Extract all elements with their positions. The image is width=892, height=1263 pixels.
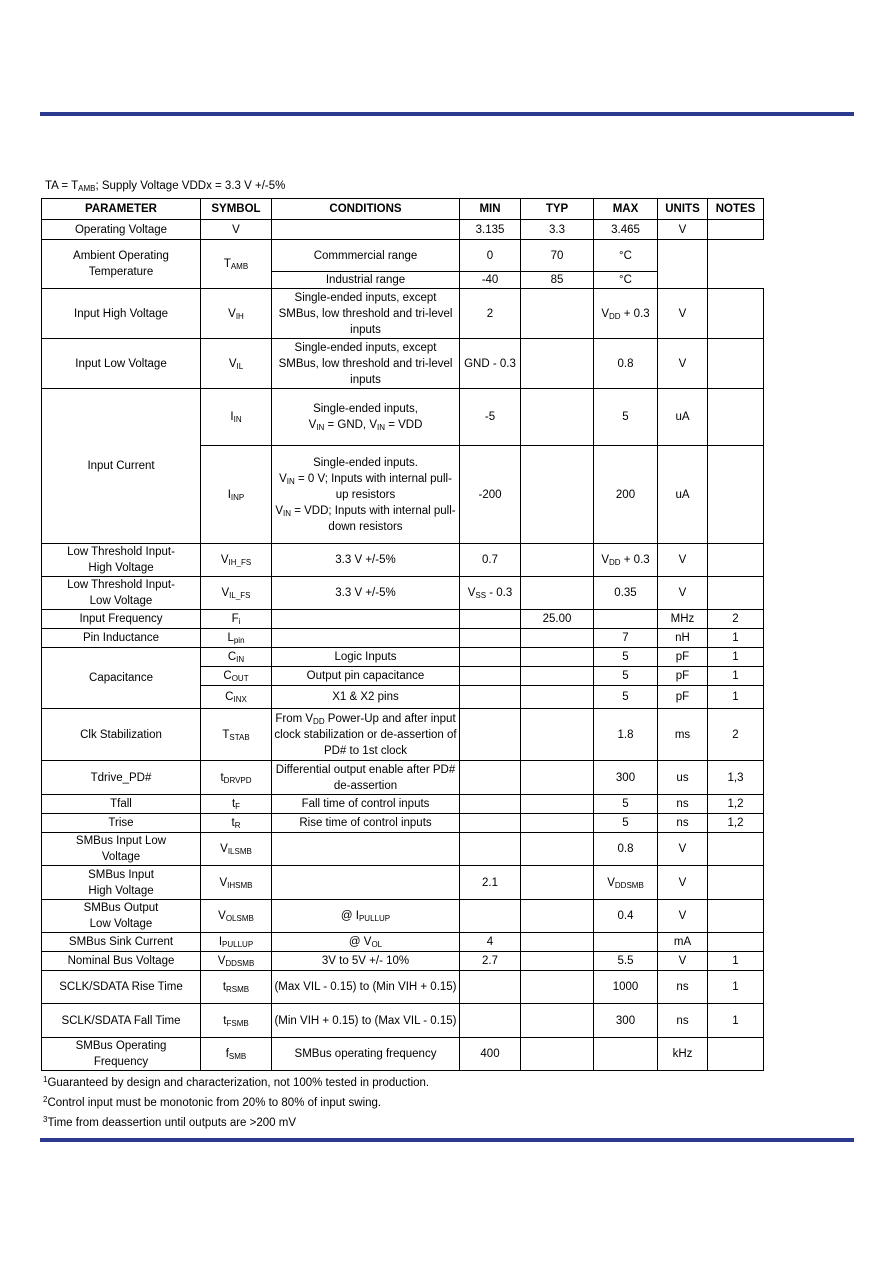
cell-conditions: @ $I_{PULLUP}$	[272, 900, 460, 933]
cell-conditions: Fall time of control inputs	[272, 795, 460, 814]
cell-min: 400	[460, 1038, 521, 1071]
cell-notes: 1,2	[708, 814, 764, 833]
cell-min	[460, 648, 521, 667]
cell-max: 5	[594, 389, 658, 446]
cell-min	[460, 971, 521, 1004]
cell-max: 5	[594, 648, 658, 667]
cell-notes	[708, 446, 764, 544]
footnote: $^3$Time from deassertion until outputs are >200 mV	[43, 1115, 296, 1129]
cell-notes: 1	[708, 952, 764, 971]
cell-parameter: Capacitance	[42, 648, 201, 709]
cell-notes: 2	[708, 709, 764, 761]
cell-symbol: $V_{IHSMB}$	[201, 866, 272, 900]
cell-min	[460, 667, 521, 686]
cell-notes: 2	[708, 610, 764, 629]
cell-symbol: $f_{SMB}$	[201, 1038, 272, 1071]
cell-parameter: Tdrive_PD#	[42, 761, 201, 795]
cell-symbol: $C_{IN}$	[201, 648, 272, 667]
table-row	[42, 814, 764, 833]
header-units: UNITS	[658, 199, 708, 220]
cell-notes	[708, 544, 764, 577]
cell-parameter: SMBus Output Low Voltage	[42, 900, 201, 933]
cell-typ	[521, 761, 594, 795]
cell-conditions: Logic Inputs	[272, 648, 460, 667]
cell-min: 2.1	[460, 866, 521, 900]
table-row	[42, 389, 764, 446]
cell-parameter: Clk Stabilization	[42, 709, 201, 761]
cell-typ	[521, 971, 594, 1004]
table-row	[42, 339, 764, 389]
cell-max: 5	[594, 814, 658, 833]
table-row	[42, 952, 764, 971]
table-row	[42, 1004, 764, 1038]
top-rule	[40, 112, 854, 116]
cell-notes	[708, 1038, 764, 1071]
cell-min	[460, 686, 521, 709]
cell-units: pF	[658, 686, 708, 709]
cell-symbol: $V_{ILSMB}$	[201, 833, 272, 866]
cell-max: $V_{DDSMB}$	[594, 866, 658, 900]
cell-max: 1.8	[594, 709, 658, 761]
cell-units: ns	[658, 795, 708, 814]
cell-min: 2	[460, 289, 521, 339]
cell-units: us	[658, 761, 708, 795]
table-row	[42, 220, 764, 240]
cell-symbol: $L_{pin}$	[201, 629, 272, 648]
cell-units: V	[658, 952, 708, 971]
table-row	[42, 648, 764, 667]
cell-parameter: SCLK/SDATA Rise Time	[42, 971, 201, 1004]
cell-max: 0.35	[594, 577, 658, 610]
cell-units: V	[658, 866, 708, 900]
cell-units: kHz	[658, 1038, 708, 1071]
cell-conditions: Output pin capacitance	[272, 667, 460, 686]
cell-notes	[708, 389, 764, 446]
cell-symbol: $T_{AMB}$	[201, 240, 272, 289]
cell-min: GND - 0.3	[460, 339, 521, 389]
cell-symbol: V	[201, 220, 272, 240]
cell-symbol: $t_{DRVPD}$	[201, 761, 272, 795]
cell-conditions: Single-ended inputs. $V_{IN} = 0$ V; Inputs with internal pull-up resistors $V_{IN}$ = VDD; Inputs with internal pull-down resistors	[272, 446, 460, 544]
cell-conditions: @ $V_{OL}$	[272, 933, 460, 952]
cell-typ: 25.00	[521, 610, 594, 629]
cell-max: 0.8	[594, 833, 658, 866]
table-row	[42, 544, 764, 577]
cell-units: ns	[658, 971, 708, 1004]
cell-max: 5.5	[594, 952, 658, 971]
cell-notes	[708, 900, 764, 933]
header-parameter: PARAMETER	[42, 199, 201, 220]
cell-max: 5	[594, 667, 658, 686]
cell-max: $V_{DD} + 0.3$	[594, 289, 658, 339]
bottom-rule	[40, 1138, 854, 1142]
header-min: MIN	[460, 199, 521, 220]
table-caption: TA = $T_{AMB}$; Supply Voltage VDDx = 3.3 V +/-5%	[45, 180, 286, 193]
cell-min	[460, 1004, 521, 1038]
table-row	[42, 240, 764, 272]
cell-min	[460, 761, 521, 795]
cell-max: 85	[521, 272, 594, 289]
cell-units: pF	[658, 648, 708, 667]
footnotes	[43, 1075, 429, 1135]
footnote: $^1$Guaranteed by design and characterization, not 100% tested in production.	[43, 1075, 430, 1089]
cell-conditions: Single-ended inputs, $V_{IN}$ = GND, $V_{IN}$ = VDD	[272, 389, 460, 446]
cell-units: V	[658, 577, 708, 610]
cell-units: V	[658, 833, 708, 866]
cell-conditions: Commmercial range	[272, 240, 460, 272]
cell-units: pF	[658, 667, 708, 686]
cell-notes	[708, 866, 764, 900]
cell-notes: 1	[708, 1004, 764, 1038]
cell-parameter: Tfall	[42, 795, 201, 814]
cell-parameter: SMBus Input High Voltage	[42, 866, 201, 900]
cell-max: 300	[594, 761, 658, 795]
cell-min: 4	[460, 933, 521, 952]
cell-conditions: 3V to 5V +/- 10%	[272, 952, 460, 971]
table-row	[42, 833, 764, 866]
cell-parameter: Pin Inductance	[42, 629, 201, 648]
cell-notes	[708, 339, 764, 389]
cell-symbol: $V_{IH\_FS}$	[201, 544, 272, 577]
table-row	[42, 629, 764, 648]
table-row	[42, 900, 764, 933]
cell-parameter: Operating Voltage	[42, 220, 201, 240]
cell-notes: 1	[708, 686, 764, 709]
cell-typ	[521, 833, 594, 866]
cell-typ	[521, 667, 594, 686]
table-row	[42, 1038, 764, 1071]
cell-notes: 1,2	[708, 795, 764, 814]
cell-typ	[521, 1038, 594, 1071]
cell-parameter: Low Threshold Input- High Voltage	[42, 544, 201, 577]
cell-symbol: $t_{FSMB}$	[201, 1004, 272, 1038]
cell-conditions: Differential output enable after PD# de-assertion	[272, 761, 460, 795]
cell-parameter: SMBus Input Low Voltage	[42, 833, 201, 866]
cell-min: 2.7	[460, 952, 521, 971]
cell-parameter: Input Frequency	[42, 610, 201, 629]
cell-units: °C	[594, 272, 658, 289]
cell-typ	[521, 648, 594, 667]
cell-conditions	[272, 629, 460, 648]
cell-min: 0.7	[460, 544, 521, 577]
cell-typ	[521, 544, 594, 577]
cell-conditions: SMBus operating frequency	[272, 1038, 460, 1071]
cell-max: 200	[594, 446, 658, 544]
cell-units: V	[658, 900, 708, 933]
cell-notes	[708, 220, 764, 240]
cell-conditions: 3.3 V +/-5%	[272, 544, 460, 577]
cell-typ	[521, 577, 594, 610]
cell-conditions: 3.3 V +/-5%	[272, 577, 460, 610]
cell-min: 0	[460, 240, 521, 272]
cell-min: $V_{SS} - 0.3$	[460, 577, 521, 610]
cell-symbol: $T_{STAB}$	[201, 709, 272, 761]
cell-max: 1000	[594, 971, 658, 1004]
cell-symbol: $V_{OLSMB}$	[201, 900, 272, 933]
cell-units: ns	[658, 814, 708, 833]
header-notes: NOTES	[708, 199, 764, 220]
cell-typ	[521, 900, 594, 933]
cell-typ	[521, 389, 594, 446]
cell-parameter: Input Low Voltage	[42, 339, 201, 389]
cell-units: uA	[658, 389, 708, 446]
cell-typ	[521, 952, 594, 971]
cell-symbol: $I_{PULLUP}$	[201, 933, 272, 952]
cell-max	[594, 610, 658, 629]
cell-typ	[521, 686, 594, 709]
cell-conditions	[272, 866, 460, 900]
cell-min	[460, 629, 521, 648]
table-row	[42, 577, 764, 610]
cell-symbol: $V_{IL\_FS}$	[201, 577, 272, 610]
table-row	[42, 761, 764, 795]
header-max: MAX	[594, 199, 658, 220]
header-conditions: CONDITIONS	[272, 199, 460, 220]
table-row	[42, 795, 764, 814]
cell-max: 3.465	[594, 220, 658, 240]
table-row	[42, 709, 764, 761]
cell-units: V	[658, 289, 708, 339]
cell-typ	[521, 933, 594, 952]
cell-symbol: $F_i$	[201, 610, 272, 629]
cell-notes	[708, 577, 764, 610]
cell-max: 5	[594, 686, 658, 709]
cell-notes: 1	[708, 629, 764, 648]
cell-min: -200	[460, 446, 521, 544]
cell-symbol: $V_{IL}$	[201, 339, 272, 389]
cell-min	[460, 709, 521, 761]
cell-symbol: $V_{IH}$	[201, 289, 272, 339]
cell-conditions: From $V_{DD}$ Power-Up and after input clock stabilization or de-assertion of PD# to 1st clock	[272, 709, 460, 761]
cell-units: ns	[658, 1004, 708, 1038]
header-typ: TYP	[521, 199, 594, 220]
cell-typ	[521, 814, 594, 833]
cell-units: uA	[658, 446, 708, 544]
cell-symbol: $I_{INP}$	[201, 446, 272, 544]
cell-min	[460, 814, 521, 833]
cell-max: 300	[594, 1004, 658, 1038]
cell-max: 70	[521, 240, 594, 272]
cell-max	[594, 1038, 658, 1071]
table-row	[42, 933, 764, 952]
table-row	[42, 866, 764, 900]
cell-parameter: SMBus Operating Frequency	[42, 1038, 201, 1071]
cell-max: $V_{DD} + 0.3$	[594, 544, 658, 577]
cell-min: -5	[460, 389, 521, 446]
cell-conditions: X1 & X2 pins	[272, 686, 460, 709]
cell-min	[460, 833, 521, 866]
cell-symbol: $C_{INX}$	[201, 686, 272, 709]
cell-typ	[521, 289, 594, 339]
footnote: $^2$Control input must be monotonic from 20% to 80% of input swing.	[43, 1095, 382, 1109]
cell-conditions	[272, 610, 460, 629]
cell-typ	[521, 866, 594, 900]
cell-parameter: SCLK/SDATA Fall Time	[42, 1004, 201, 1038]
cell-min: 3.135	[460, 220, 521, 240]
cell-parameter: Trise	[42, 814, 201, 833]
cell-typ: 3.3	[521, 220, 594, 240]
cell-min	[460, 900, 521, 933]
cell-conditions: (Min VIH + 0.15) to (Max VIL - 0.15)	[272, 1004, 460, 1038]
cell-conditions	[272, 220, 460, 240]
cell-max: 5	[594, 795, 658, 814]
cell-conditions: (Max VIL - 0.15) to (Min VIH + 0.15)	[272, 971, 460, 1004]
cell-units: V	[658, 544, 708, 577]
cell-notes: 1,3	[708, 761, 764, 795]
cell-conditions: Industrial range	[272, 272, 460, 289]
cell-min: -40	[460, 272, 521, 289]
cell-max: 0.8	[594, 339, 658, 389]
table-header-row	[42, 199, 764, 220]
cell-conditions: Rise time of control inputs	[272, 814, 460, 833]
cell-symbol: $V_{DDSMB}$	[201, 952, 272, 971]
cell-symbol: $t_{RSMB}$	[201, 971, 272, 1004]
cell-typ	[521, 795, 594, 814]
cell-units: °C	[594, 240, 658, 272]
cell-typ	[521, 1004, 594, 1038]
cell-typ	[521, 446, 594, 544]
cell-parameter: Ambient Operating Temperature	[42, 240, 201, 289]
cell-conditions	[272, 833, 460, 866]
cell-units: mA	[658, 933, 708, 952]
cell-min	[460, 610, 521, 629]
cell-max: 0.4	[594, 900, 658, 933]
table-row	[42, 971, 764, 1004]
cell-notes: 1	[708, 667, 764, 686]
cell-notes: 1	[708, 971, 764, 1004]
cell-min	[460, 795, 521, 814]
cell-parameter: Nominal Bus Voltage	[42, 952, 201, 971]
cell-units: V	[658, 220, 708, 240]
cell-typ	[521, 629, 594, 648]
cell-units: MHz	[658, 610, 708, 629]
cell-parameter: Input Current	[42, 389, 201, 544]
cell-conditions: Single-ended inputs, except SMBus, low threshold and tri-level inputs	[272, 339, 460, 389]
cell-parameter: SMBus Sink Current	[42, 933, 201, 952]
header-symbol: SYMBOL	[201, 199, 272, 220]
table-body	[42, 220, 764, 1071]
table-row	[42, 289, 764, 339]
cell-notes	[658, 240, 708, 289]
cell-notes: 1	[708, 648, 764, 667]
cell-symbol: $C_{OUT}$	[201, 667, 272, 686]
cell-max: 7	[594, 629, 658, 648]
cell-max	[594, 933, 658, 952]
cell-parameter: Low Threshold Input- Low Voltage	[42, 577, 201, 610]
cell-parameter: Input High Voltage	[42, 289, 201, 339]
cell-units: V	[658, 339, 708, 389]
cell-notes	[708, 289, 764, 339]
cell-conditions: Single-ended inputs, except SMBus, low threshold and tri-level inputs	[272, 289, 460, 339]
table-row	[42, 610, 764, 629]
cell-units: ms	[658, 709, 708, 761]
cell-notes	[708, 933, 764, 952]
electrical-characteristics-table	[41, 198, 764, 1071]
cell-typ	[521, 709, 594, 761]
cell-symbol: $I_{IN}$	[201, 389, 272, 446]
cell-symbol: $t_R$	[201, 814, 272, 833]
cell-typ	[521, 339, 594, 389]
cell-symbol: $t_F$	[201, 795, 272, 814]
cell-notes	[708, 833, 764, 866]
cell-units: nH	[658, 629, 708, 648]
